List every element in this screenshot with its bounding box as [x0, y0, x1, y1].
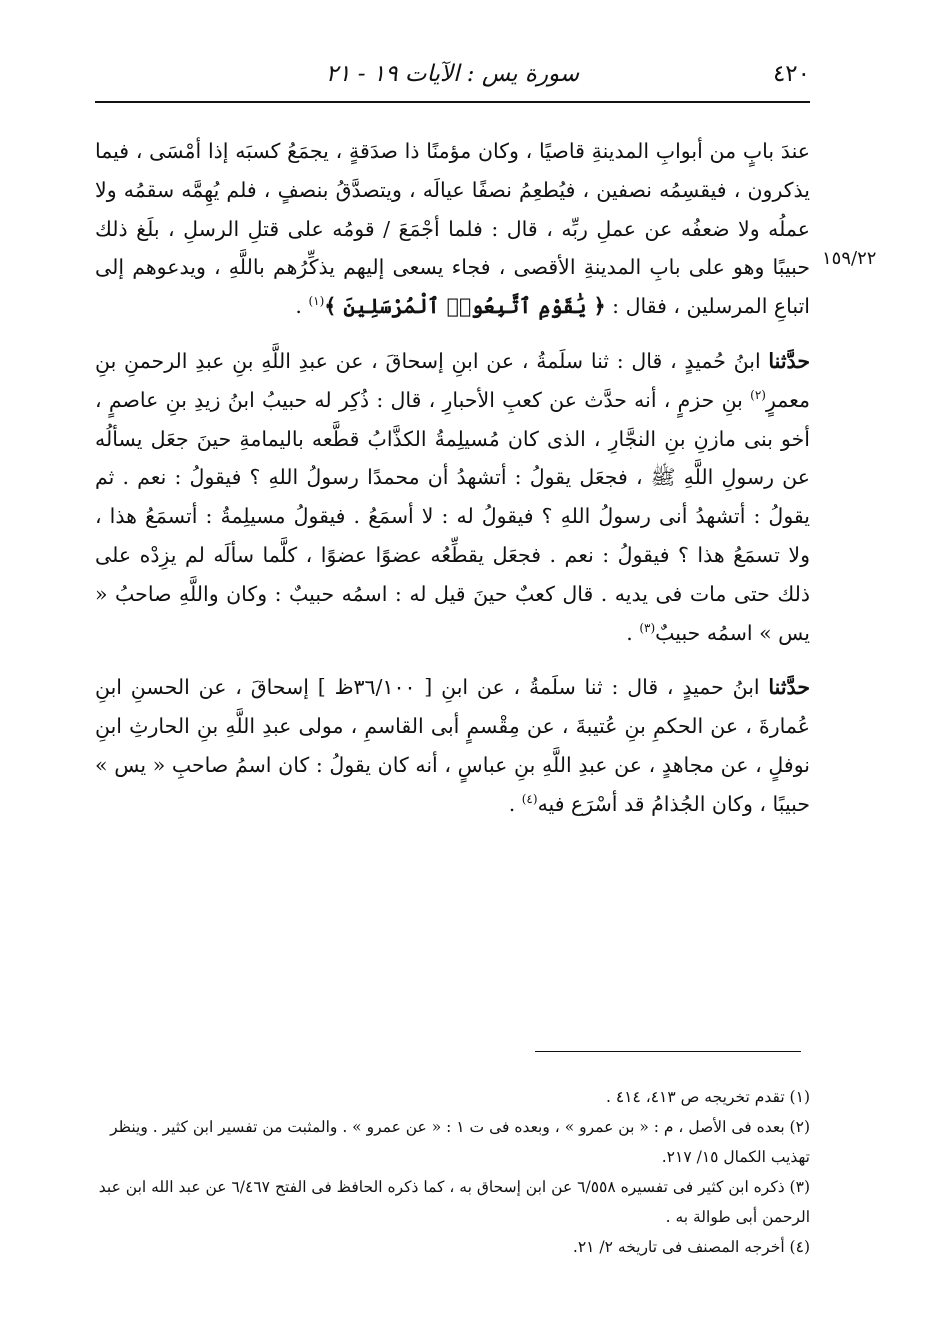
- footnotes: [95, 1082, 810, 1262]
- sentence-end: .: [295, 294, 309, 319]
- paragraph-text: ابنُ حميدٍ ، قال : ثنا سلَمةُ ، عن ابنِ [ ٣٦/١٠٠ظ ] إسحاقَ ، عن الحسنِ ابنِ عُمارةَ ، عن الحكمِ بنِ عُتيبةَ ، عن مِقْسمٍ أبى القاسمِ ، مولى عبدِ اللَّهِ بنِ الحارثِ ابنِ نوفلٍ ، عن مجاهدٍ ، عن عبدِ اللَّهِ بنِ عباسٍ ، أنه كان يقولُ : كان اسمُ صاحبِ « يس » حبيبًا ، وكان الجُذامُ قد أسْرَع فيه: [95, 675, 810, 816]
- main-text: [95, 132, 810, 824]
- footnote-ref: (١): [308, 294, 325, 309]
- running-header: [95, 58, 810, 94]
- paragraph-1: [95, 132, 810, 326]
- footnote-ref: (٢): [750, 387, 766, 402]
- footnote-1: (١) تقدم تخريجه ص ٤١٣، ٤١٤ .: [605, 1088, 810, 1106]
- footnote-ref: (٣): [639, 620, 656, 635]
- header-rule: [95, 101, 810, 103]
- margin-volume-page-ref: ١٥٩/٢٢: [822, 248, 877, 269]
- paragraph-text: عندَ بابٍ من أبوابِ المدينةِ قاصيًا ، وكان مؤمنًا ذا صدَقةٍ ، يجمَعُ كسبَه إذا أمْسَى ، فيما يذكرون ، فيقسِمُه نصفين ، فيُطعِمُ نصفًا عيالَه ، ويتصدَّقُ بنصفٍ ، فلم يُهِمَّه سقمُه ولا عملُه ولا ضعفُه عن عملِ ربِّه ، قال : فلما أجْمَعَ / قومُه على قتلِ الرسلِ ، بلَغ ذلك حبيبًا وهو على بابِ المدينةِ الأقصى ، فجاء يسعى إليهم يذكِّرُهم باللَّهِ ، ويدعوهم إلى اتباعِ المرسلين ، فقال :: [95, 139, 810, 319]
- footnote-ref: (٤): [521, 791, 538, 806]
- quran-quote: ﴿ يَٰقَوْمِ ٱتَّبِعُوا۟ ٱلْمُرْسَلِينَ ﴾: [324, 294, 606, 319]
- footnote-4: (٤) أخرجه المصنف فى تاريخه ٢/ ٢١.: [572, 1238, 810, 1256]
- running-title: سورة يس : الآيات ١٩ - ٢١: [325, 61, 580, 87]
- hadith-lead-word: حدَّثنا: [768, 675, 810, 700]
- sentence-end: .: [626, 620, 640, 645]
- hadith-lead-word: حدَّثنا: [768, 348, 810, 373]
- page-number: ٤٢٠: [772, 61, 810, 87]
- paragraph-text: ابنُ حُميدٍ ، قال : ثنا سلَمةُ ، عن ابنِ إسحاقَ ، عن عبدِ اللَّهِ بنِ عبدِ الرحمنِ بنِ معمرٍ: [95, 348, 810, 412]
- paragraph-3: [95, 668, 810, 823]
- sentence-end: .: [508, 791, 522, 816]
- footnote-2: (٢) بعده فى الأصل ، م : « بن عمرو » ، وبعده فى ت ١ : « عن عمرو » . والمثبت من تفسير ابن كثير . وينظر تهذيب الكمال ١٥/ ٢١٧.: [110, 1118, 810, 1166]
- paragraph-2: [95, 342, 810, 652]
- paragraph-text-continued: بنِ حزمٍ ، أنه حدَّث عن كعبِ الأحبارِ ، قال : ذُكِر له حبيبُ ابنُ زيدِ بنِ عاصمٍ ، أخو بنى مازنِ بنِ النجَّارِ ، الذى كان مُسيلِمةُ الكذَّابُ قطَّعه باليمامةِ حينَ جعَل يسألُه عن رسولِ اللَّهِ ﷺ ، فجعَل يقولُ : أتشهدُ أن محمدًا رسولُ اللهِ ؟ فيقولُ : نعم . ثم يقولُ : أتشهدُ أنى رسولُ اللهِ ؟ فيقولُ له : لا أسمَعُ . فيقولُ مسيلِمةُ : أتسمَعُ هذا ، ولا تسمَعُ هذا ؟ فيقولُ : نعم . فجعَل يقطِّعُه عضوًا عضوًا ، كلَّما سألَه لم يزِدْه على ذلك حتى مات فى يديه . قال كعبٌ حينَ قيل له : اسمُه حبيبٌ : وكان واللَّهِ صاحبُ « يس » اسمُه حبيبٌ: [95, 387, 810, 645]
- footnote-separator: [535, 1051, 801, 1052]
- footnote-3: (٣) ذكره ابن كثير فى تفسيره ٦/٥٥٨ عن ابن إسحاق به ، كما ذكره الحافظ فى الفتح ٦/٤٦٧ عن عبد الله ابن عبد الرحمن أبى طوالة به .: [98, 1178, 810, 1226]
